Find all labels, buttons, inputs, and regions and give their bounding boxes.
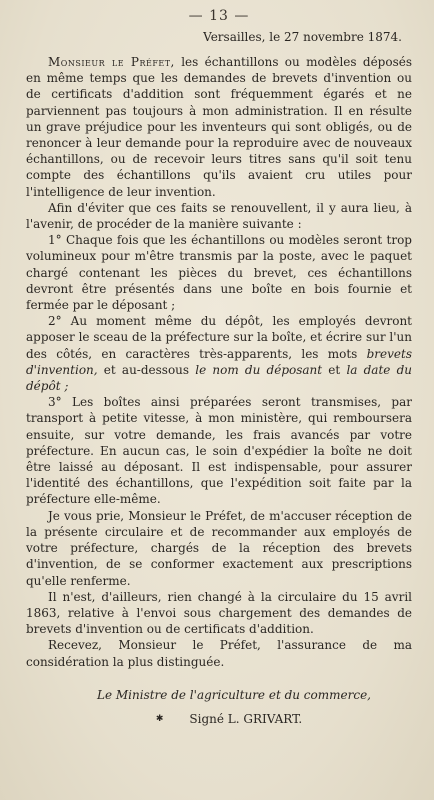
paragraph-6: Je vous prie, Monsieur le Préfet, de m'accuser réception de la présente circulaire et de recommander aux employés de votre préfecture, chargés de la réception des brevets d'invention, de se conformer exactement aux prescriptions qu'elle renferme. [26, 508, 412, 588]
paragraph-8: Recevez, Monsieur le Préfet, l'assurance de ma considération la plus distinguée. [26, 638, 412, 669]
paragraph-4-text-c: et [322, 362, 347, 377]
paragraph-2: Afin d'éviter que ces faits se renouvellent, il y aura lieu, à l'avenir, de procéder de la manière suivante : [26, 200, 412, 232]
paragraph-4-italic-a: brevets d'invention, [26, 346, 412, 377]
paragraph-4-italic-b: le nom du déposant [195, 362, 323, 377]
paragraph-1-text: les échantillons ou modèles déposés en même temps que les demandes de brevets d'invention ou de certificats d'addition sont fréquemment égarés et ne parviennent pas toujours à mon administration. Il en résulte un grave préjudice pour les inventeurs qui sont obligés, ou de renoncer à leur demande pour la reproduire avec de nouveaux échantillons, ou de recevoir leurs titres sans qu'il soit tenu compte des échantillons qu'ils avaient cru utiles pour l'intelligence de leur invention. [26, 55, 412, 199]
salutation: Monsieur le Préfet, [48, 55, 175, 69]
paragraph-4-italic-c: la date du dépôt ; [26, 362, 412, 394]
paragraph-3: 1° Chaque fois que les échantillons ou modèles seront trop volumineux pour m'être transmis par la poste, avec le paquet chargé contenant les pièces du brevet, ces échantillons devront être présentés dans une boîte en bois fournie et fermée par le déposant ; [26, 233, 412, 313]
paragraph-4 [26, 313, 412, 394]
signature-name-line [46, 712, 412, 726]
asterisk-ornament-icon: ✱ [155, 714, 164, 725]
signature-title: Le Ministre de l'agriculture et du commerce, [97, 687, 371, 702]
paragraph-4-text-b: et au-dessous [97, 362, 196, 377]
signature-name: Signé L. GRIVART. [189, 711, 303, 726]
paragraph-1 [26, 54, 412, 200]
letter-body [26, 54, 412, 670]
dateline: Versailles, le 27 novembre 1874. [203, 30, 402, 44]
paragraph-5: 3° Les boîtes ainsi préparées seront transmises, par transport à petite vitesse, à mon ministère, qui remboursera ensuite, sur votre demande, les frais avancés par votre préfecture. En aucun cas, le soin d'expédier la boîte ne doit être laissé au déposant. Il est indispensable, pour assurer l'identité des échantillons, que l'expédition soit faite par la préfecture elle-même. [26, 395, 412, 507]
paragraph-4-text-a: 2° Au moment même du dépôt, les employés devront apposer le sceau de la préfecture sur la boîte, et écrire sur l'un des côtés, en caractères très-apparents, les mots [26, 314, 412, 361]
paragraph-7: Il n'est, d'ailleurs, rien changé à la circulaire du 15 avril 1863, relative à l'envoi sous chargement des demandes de brevets d'invention ou de certificats d'addition. [26, 589, 412, 637]
signature-block [26, 688, 412, 726]
page-number: — 13 — [188, 8, 250, 24]
